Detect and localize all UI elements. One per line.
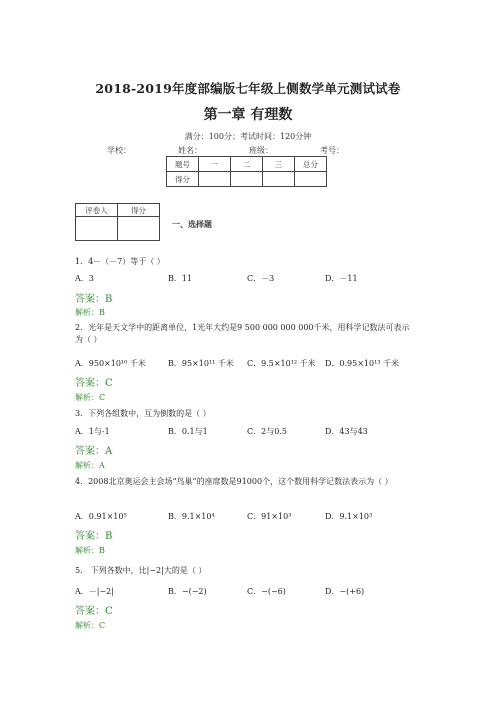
score-table-cell[interactable] — [199, 172, 231, 187]
class-label: 班级： — [249, 146, 273, 155]
answer-label: 答案：A — [75, 446, 113, 457]
question-stem: 5． 下列各数中，比|−2|大的是（ ） — [75, 566, 207, 575]
analysis-label: 解析：B — [75, 546, 105, 555]
chapter-title: 第一章 有理数 — [203, 107, 293, 123]
option-c: C．－3 — [247, 274, 275, 283]
score-table-score-row — [167, 172, 327, 187]
answer-label: 答案：C — [75, 378, 113, 389]
score-table-cell[interactable] — [231, 172, 263, 187]
analysis-label: 解析：A — [75, 461, 105, 470]
question-options — [75, 511, 415, 523]
score-table-cell[interactable] — [295, 172, 327, 187]
option-b: B．0.1与1 — [168, 427, 208, 436]
option-c: C．2与0.5 — [247, 427, 287, 436]
grader-table-blank-row — [76, 217, 160, 241]
score-info: 满分：100分；考试时间：120分钟 — [184, 132, 312, 141]
score-table-cell: 题号 — [167, 157, 199, 172]
option-d: D．9.1×10³ — [325, 512, 373, 521]
answer-label: 答案：B — [75, 294, 113, 305]
option-a: A．950×10¹⁰ 千米 — [75, 359, 146, 368]
option-d: D．－11 — [325, 274, 358, 283]
score-table-cell[interactable] — [263, 172, 295, 187]
option-b: B．9.1×10⁴ — [168, 512, 215, 521]
analysis-label: 解析：C — [75, 621, 106, 630]
option-a: A．1与-1 — [75, 427, 110, 436]
question-options — [75, 273, 415, 285]
option-d: D．0.95×10¹³ 千米 — [325, 359, 400, 368]
grader-label: 评卷人 — [76, 204, 118, 217]
grader-cell[interactable] — [76, 217, 118, 241]
question-options — [75, 586, 415, 598]
option-b: B．11 — [168, 274, 193, 283]
score-table-cell: 得分 — [167, 172, 199, 187]
grader-score-cell[interactable] — [118, 217, 160, 241]
grader-score-label: 得分 — [118, 204, 160, 217]
school-label: 学校： — [107, 146, 131, 155]
question-stem: 2．光年是天文学中的距离单位，1光年大约是9 500 000 000 000千米，用科学记数法可表示为（ ） — [75, 323, 410, 344]
analysis-label: 解析：B — [75, 308, 105, 317]
option-a: A．－|−2| — [75, 587, 114, 596]
analysis-label: 解析：C — [75, 393, 106, 402]
option-c: C．9.5×10¹² 千米 — [247, 359, 316, 368]
question-stem: 4．2008北京奥运会主会场“鸟巢”的座席数是91000个，这个数用科学记数法表示为（ ） — [75, 477, 393, 486]
option-a: A．0.91×10⁵ — [75, 512, 127, 521]
name-label: 姓名： — [178, 146, 202, 155]
section-title: 一、选择题 — [172, 219, 212, 229]
question-stem: 3．下列各组数中，互为倒数的是（ ） — [75, 409, 211, 418]
score-table-cell: 三 — [263, 157, 295, 172]
option-d: D．−(+6) — [325, 587, 365, 596]
exam-title: 2018-2019年度部编版七年级上侧数学单元测试试卷 — [95, 81, 401, 96]
exam-no-label: 考号： — [320, 146, 344, 155]
option-b: B．95×10¹¹ 千米 — [168, 359, 234, 368]
score-table-cell: 一 — [199, 157, 231, 172]
option-c: C．91×10³ — [247, 512, 292, 521]
option-a: A．3 — [75, 274, 94, 283]
grader-table-header-row — [76, 204, 160, 217]
option-b: B．−(−2) — [168, 587, 207, 596]
option-d: D．43与43 — [325, 427, 368, 436]
answer-label: 答案：B — [75, 531, 113, 542]
question-options — [75, 358, 415, 370]
option-c: C．−(−6) — [247, 587, 286, 596]
score-table-cell: 二 — [231, 157, 263, 172]
score-table-header-row — [167, 157, 327, 172]
score-table-cell: 总分 — [295, 157, 327, 172]
question-stem: 1．4－（－7）等于（ ） — [75, 257, 165, 266]
answer-label: 答案：C — [75, 606, 113, 617]
score-table — [166, 156, 327, 187]
grader-table — [75, 203, 160, 241]
question-options — [75, 426, 415, 438]
